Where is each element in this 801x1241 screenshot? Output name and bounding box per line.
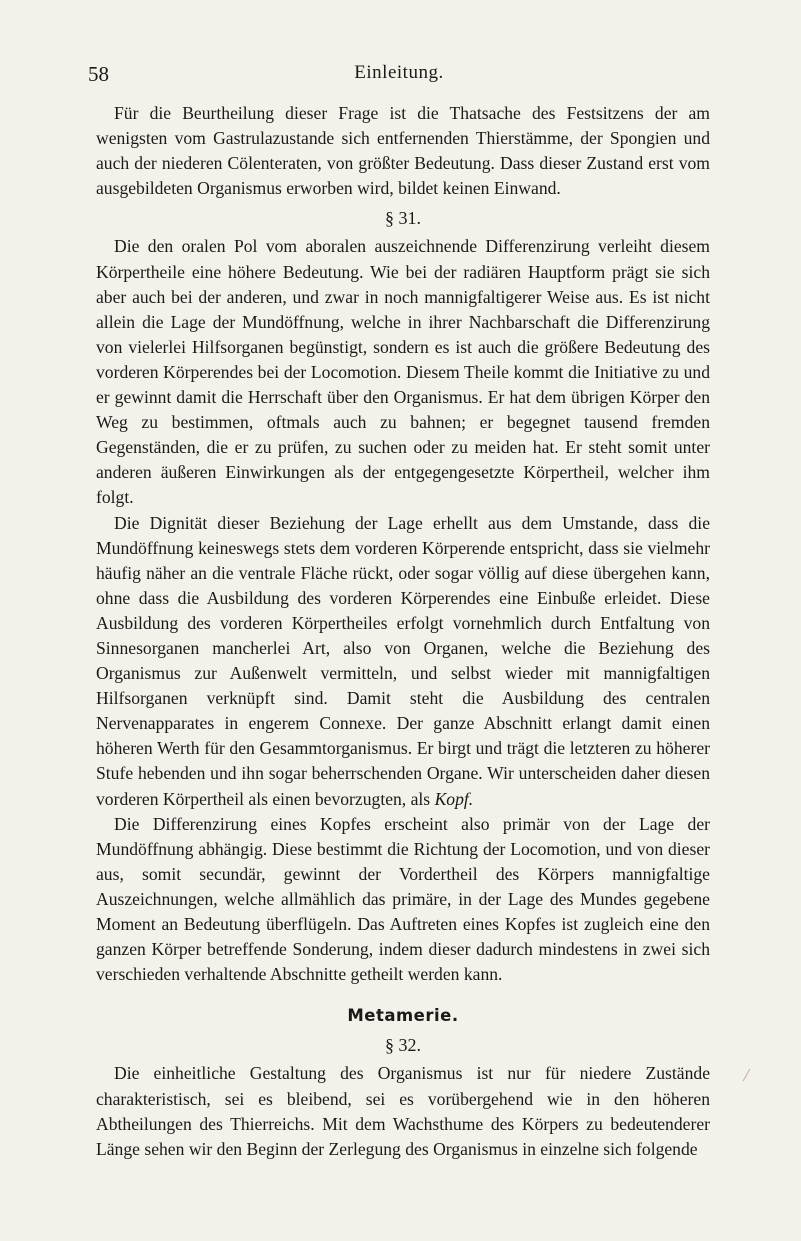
section-title-metamerie: Metamerie. xyxy=(347,1006,459,1026)
paragraph-intro: Für die Beurtheilung dieser Frage ist die Thatsache des Festsitzens der am wenigsten vom Gastrulazustande sich entfernenden Thierstämme, der Spongien und auch der niederen Cölenteraten, von größter Bedeutung. Dass dieser Zustand erst vom ausgebildeten Organismus erworben wird, bildet keinen Einwand. xyxy=(96,103,710,199)
paragraph-head-differentiation: Die Differenzirung eines Kopfes erscheint also primär von der Lage der Mundöffnung abhängig. Diese bestimmt die Richtung der Locomotion, und von dieser aus, somit secundär, gewinnt der Vordertheil des Körpers mannigfaltige Auszeichnungen, welche allmählich das primäre, in der Lage des Mundes gegebene Moment an Bedeutung überflügeln. Das Auftreten eines Kopfes ist zugleich eine den ganzen Körper betreffende Sonderung, indem dieser dadurch mindestens in zwei sich verschieden verhaltende Abschnitte getheilt werden kann. xyxy=(96,813,710,985)
section-heading-31: § 31. xyxy=(385,208,421,229)
paragraph-dignity xyxy=(96,511,710,812)
paragraph-dignity-text: Die Dignität dieser Beziehung der Lage erhellt aus dem Umstande, dass die Mundöffnung keineswegs stets dem vorderen Körperende entspricht, dass sie vielmehr häufig näher an die ventrale Fläche rückt, oder sogar völlig auf diese übergehen kann, ohne dass die Ausbildung des vorderen Körperendes eine Einbuße erleidet. Diese Ausbildung des vorderen Körpertheiles erfolgt vornehmlich durch Entfaltung von Sinnesorganen mancherlei Art, also von Organen, welche die Beziehung des Organismus zur Außenwelt vermitteln, und selbst wieder mit mannigfaltigen Hilfsorganen verknüpft sind. Damit steht die Ausbildung des centralen Nervenapparates in engerem Connexe. Der ganze Abschnitt erlangt damit einen höheren Werth für den Gesammtorganismus. Er birgt und trägt die letzteren zu höherer Stufe hebenden und ihn sogar beherrschenden Organe. Wir unterscheiden daher diesen vorderen Körpertheil als einen bevorzugten, als xyxy=(96,512,710,809)
page-number: 58 xyxy=(88,62,109,86)
section-heading-32: § 32. xyxy=(385,1035,421,1056)
term-kopf: Kopf. xyxy=(434,788,474,809)
running-title: Einleitung. xyxy=(354,62,444,83)
margin-mark xyxy=(743,1069,751,1082)
page-header xyxy=(88,62,710,92)
paragraph-oral-pole: Die den oralen Pol vom aboralen auszeichnende Differenzirung verleiht diesem Körpertheile eine höhere Bedeutung. Wie bei der radiären Hauptform prägt sie sich aber auch bei der anderen, und zwar in noch mannigfaltigerer Weise aus. Es ist nicht allein die Lage der Mundöffnung, welche in ihrer Nachbarschaft die Differenzirung von vielerlei Hilfsorganen begünstigt, sondern es ist auch die größere Bedeutung des vorderen Körperendes bei der Locomotion. Diesem Theile kommt die Initiative zu und er gewinnt damit die Herrschaft über den Organismus. Er hat dem übrigen Körper den Weg zu bestimmen, oftmals auch zu bahnen; er begegnet tausend fremden Gegenständen, die er zu prüfen, zu suchen oder zu meiden hat. Er steht somit unter anderen äußeren Einwirkungen als der entgegengesetzte Körpertheil, welcher ihm folgt. xyxy=(96,236,710,508)
paragraph-metamerie: Die einheitliche Gestaltung des Organismus ist nur für niedere Zustände charakteristisch, sei es bleibend, sei es vorübergehend wie in den höheren Abtheilungen des Thierreichs. Mit dem Wachsthume des Körpers zu bedeutenderer Länge sehen wir den Beginn der Zerlegung des Organismus in einzelne sich folgende xyxy=(96,1063,710,1159)
body-text xyxy=(96,101,710,1162)
